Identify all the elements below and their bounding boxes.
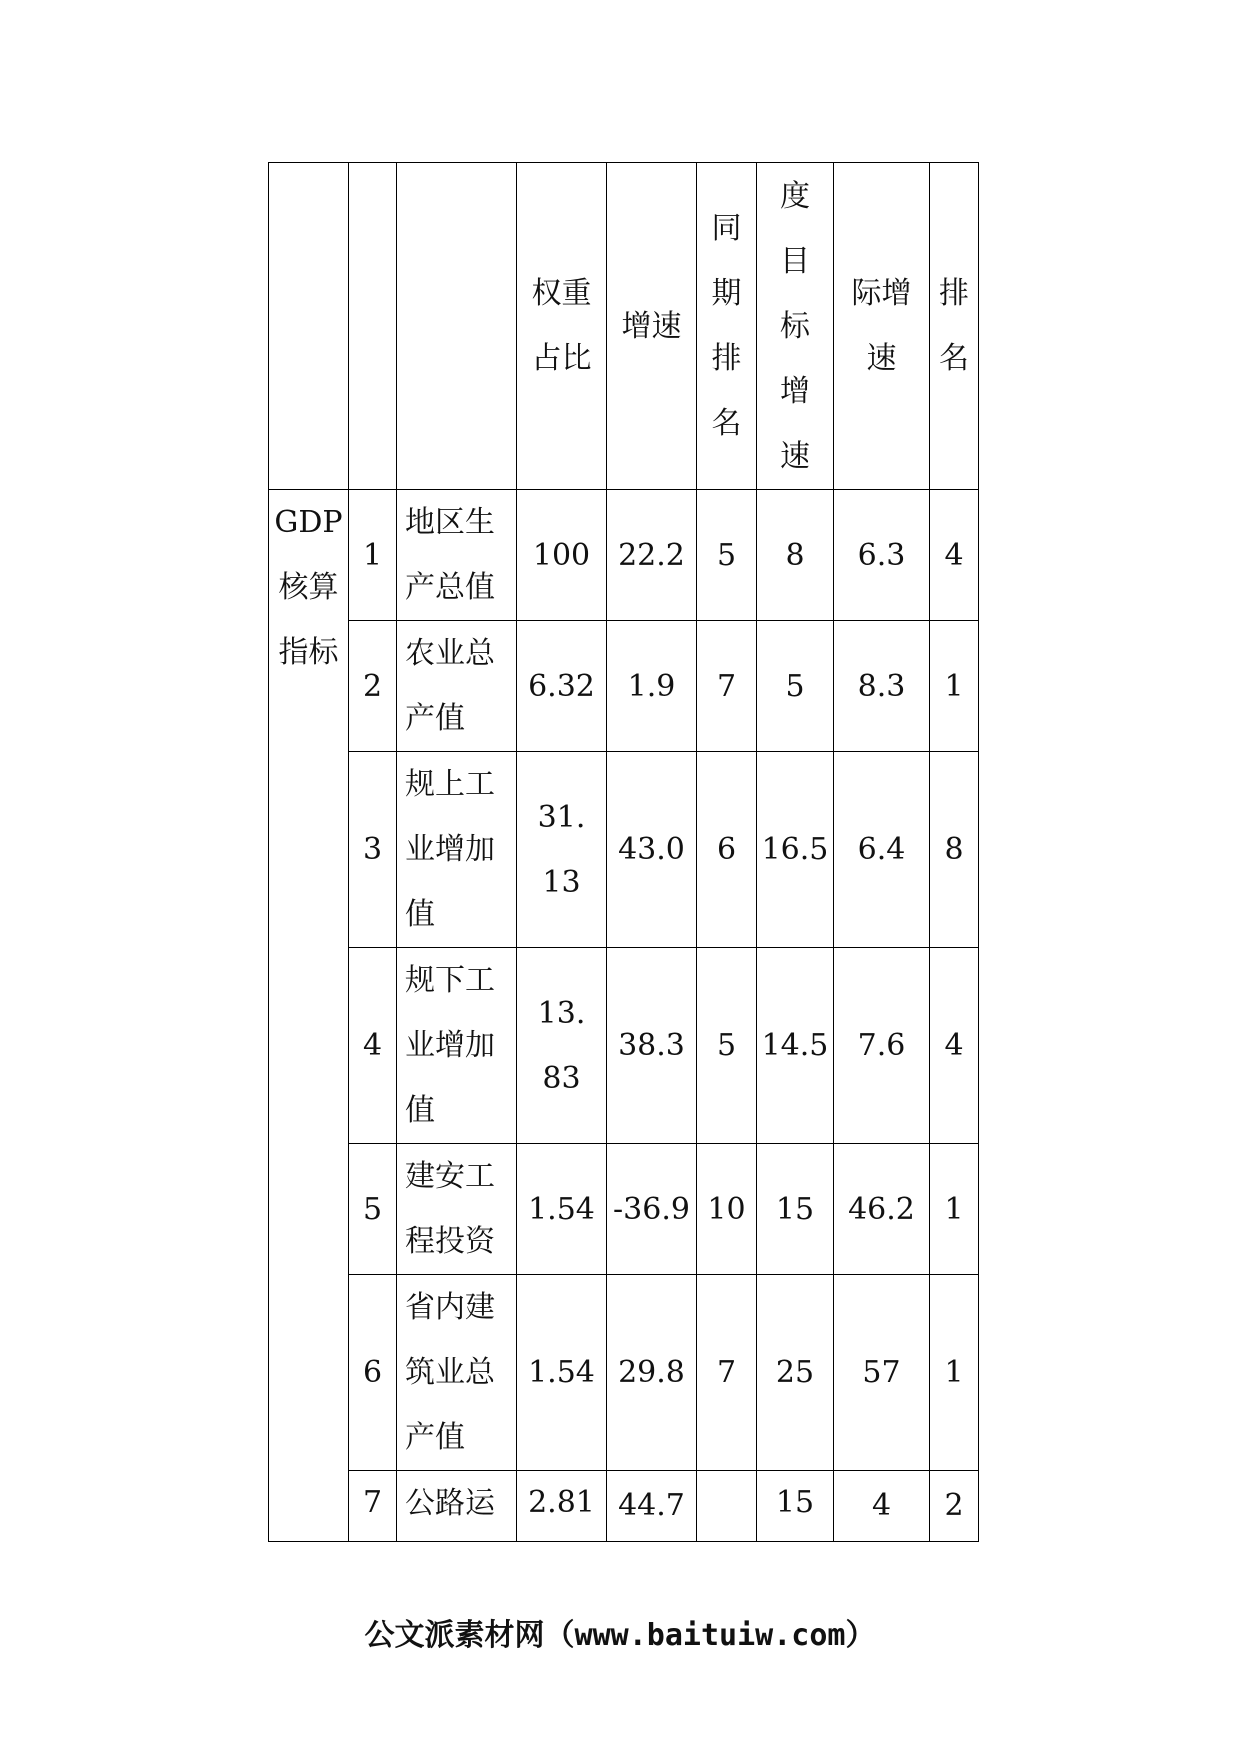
actual-cell: 46.2 [834,1144,930,1275]
prev-rank-cell: 5 [697,948,757,1144]
row-number: 5 [349,1144,397,1275]
indicator-name: 省内建筑业总产值 [397,1275,517,1471]
header-cell-actual: 际增速 [834,163,930,490]
table-row [269,1144,979,1275]
growth-cell: 22.2 [607,490,697,621]
header-cell-name [397,163,517,490]
target-cell: 15 [757,1471,834,1542]
prev-rank-cell: 5 [697,490,757,621]
indicator-name: 建安工程投资 [397,1144,517,1275]
target-cell: 15 [757,1144,834,1275]
actual-cell: 8.3 [834,621,930,752]
weight-cell: 2.81 [517,1471,607,1542]
row-number: 4 [349,948,397,1144]
table-row [269,948,979,1144]
growth-cell: 1.9 [607,621,697,752]
header-cell-weight: 权重占比 [517,163,607,490]
growth-cell: 43.0 [607,752,697,948]
growth-cell: 38.3 [607,948,697,1144]
header-cell-no [349,163,397,490]
header-cell-target: 度目标增速 [757,163,834,490]
header-cell-growth: 增速 [607,163,697,490]
prev-rank-cell: 6 [697,752,757,948]
weight-cell: 31.13 [517,752,607,948]
target-cell: 14.5 [757,948,834,1144]
actual-cell: 57 [834,1275,930,1471]
data-table [268,162,979,1542]
prev-rank-cell: 10 [697,1144,757,1275]
prev-rank-cell: 7 [697,621,757,752]
target-cell: 8 [757,490,834,621]
row-number: 6 [349,1275,397,1471]
row-number: 7 [349,1471,397,1542]
target-cell: 25 [757,1275,834,1471]
rank-cell: 4 [930,490,979,621]
weight-cell: 13.83 [517,948,607,1144]
actual-cell: 4 [834,1471,930,1542]
weight-cell: 1.54 [517,1144,607,1275]
indicator-name: 地区生产总值 [397,490,517,621]
header-row [269,163,979,490]
table-row [269,1471,979,1542]
weight-cell: 6.32 [517,621,607,752]
indicator-name: 公路运 [397,1471,517,1542]
row-number: 1 [349,490,397,621]
actual-cell: 6.3 [834,490,930,621]
table-row [269,1275,979,1471]
indicator-name: 规上工业增加值 [397,752,517,948]
actual-cell: 6.4 [834,752,930,948]
row-number: 2 [349,621,397,752]
rank-cell: 2 [930,1471,979,1542]
rank-cell: 1 [930,1275,979,1471]
table-row [269,490,979,621]
rank-cell: 4 [930,948,979,1144]
rank-cell: 1 [930,1144,979,1275]
weight-cell: 100 [517,490,607,621]
prev-rank-cell [697,1471,757,1542]
header-cell-rank: 排名 [930,163,979,490]
header-cell-category [269,163,349,490]
row-number: 3 [349,752,397,948]
target-cell: 5 [757,621,834,752]
actual-cell: 7.6 [834,948,930,1144]
target-cell: 16.5 [757,752,834,948]
prev-rank-cell: 7 [697,1275,757,1471]
growth-cell: -36.9 [607,1144,697,1275]
table-row [269,621,979,752]
indicator-name: 农业总产值 [397,621,517,752]
growth-cell: 29.8 [607,1275,697,1471]
indicator-name: 规下工业增加值 [397,948,517,1144]
footer-watermark: 公文派素材网（www.baituiw.com） [364,1618,876,1653]
growth-cell: 44.7 [607,1471,697,1542]
rank-cell: 8 [930,752,979,948]
header-cell-prev-rank: 同期排名 [697,163,757,490]
table-row [269,752,979,948]
weight-cell: 1.54 [517,1275,607,1471]
rank-cell: 1 [930,621,979,752]
category-cell: GDP核算指标 [269,490,349,1542]
